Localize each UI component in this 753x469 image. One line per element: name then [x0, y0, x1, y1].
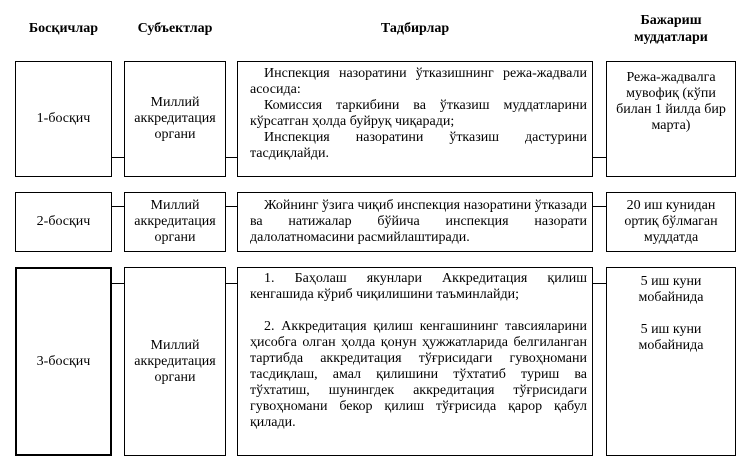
subject-1-box — [124, 61, 226, 177]
measure-text: Комиссия таркибини ва ўтказиш муддатларини кўрсатган ҳолда буйруқ чиқаради; — [250, 98, 587, 129]
header-subjects: Субъектлар — [137, 21, 213, 36]
subject-2-box — [124, 192, 226, 252]
measures-3-box — [237, 267, 593, 456]
term-1-box — [606, 61, 736, 177]
measure-text: 1. Баҳолаш якунлари Аккредитация қилиш кенгашида кўриб чиқилишини таъминлайди; — [250, 271, 587, 302]
subject-2-label: Миллий аккредитация органи — [134, 198, 216, 245]
term-2-label: 20 иш кунидан ортиқ бўлмаган муддатда — [624, 198, 718, 245]
stage-3-label: 3-босқич — [36, 353, 91, 369]
stage-3-box — [15, 267, 112, 456]
header-measures: Тадбирлар — [380, 21, 450, 36]
subject-1-label: Миллий аккредитация органи — [134, 95, 216, 142]
stage-1-label: 1-босқич — [36, 111, 91, 126]
term-1-label: Режа-жадвалга мувофиқ (кўпи билан 1 йилда бир марта) — [616, 70, 726, 133]
measure-text: 2. Аккредитация қилиш кенгашининг тавсияларини ҳисобга олган ҳолда қонун ҳужжатларида белгиланган тартибда аккредитация тўғрисидаги гувоҳномани тасдиқлаш, амал қилишини тўхтатиб туриш ва тўхтатиш, шунингдек аккредитация тўғрисидаги гувоҳномани бекор қилиш тўғрисида қарор қабул қилади. — [250, 319, 587, 430]
header-stages: Босқичлар — [28, 21, 99, 36]
subject-3-box — [124, 267, 226, 456]
stage-2-label: 2-босқич — [36, 214, 91, 229]
term-3-box — [606, 267, 736, 456]
connector — [111, 157, 125, 158]
connector — [592, 206, 607, 207]
stage-1-box — [15, 61, 112, 177]
stage-2-box — [15, 192, 112, 252]
connector — [592, 283, 607, 284]
term-2-box — [606, 192, 736, 252]
term-3a-label: 5 иш куни мобайнида — [638, 274, 704, 305]
subject-3-label: Миллий аккредитация органи — [134, 337, 216, 385]
measures-1-box — [237, 61, 593, 177]
connector — [592, 157, 607, 158]
measure-text: Инспекция назоратини ўтказишнинг режа-жадвали асосида: — [250, 66, 587, 97]
term-3b-label: 5 иш куни мобайнида — [638, 322, 704, 353]
measure-text: Инспекция назоратини ўтказиш дастурини тасдиқлайди. — [250, 130, 587, 161]
connector — [111, 283, 125, 284]
measures-2-box — [237, 192, 593, 252]
header-terms: Бажариш муддатлари — [634, 13, 708, 45]
connector — [111, 206, 125, 207]
measure-text: Жойнинг ўзига чиқиб инспекция назоратини ўтказади ва натижалар бўйича инспекция назорати далолатномасини расмийлаштиради. — [250, 198, 587, 245]
